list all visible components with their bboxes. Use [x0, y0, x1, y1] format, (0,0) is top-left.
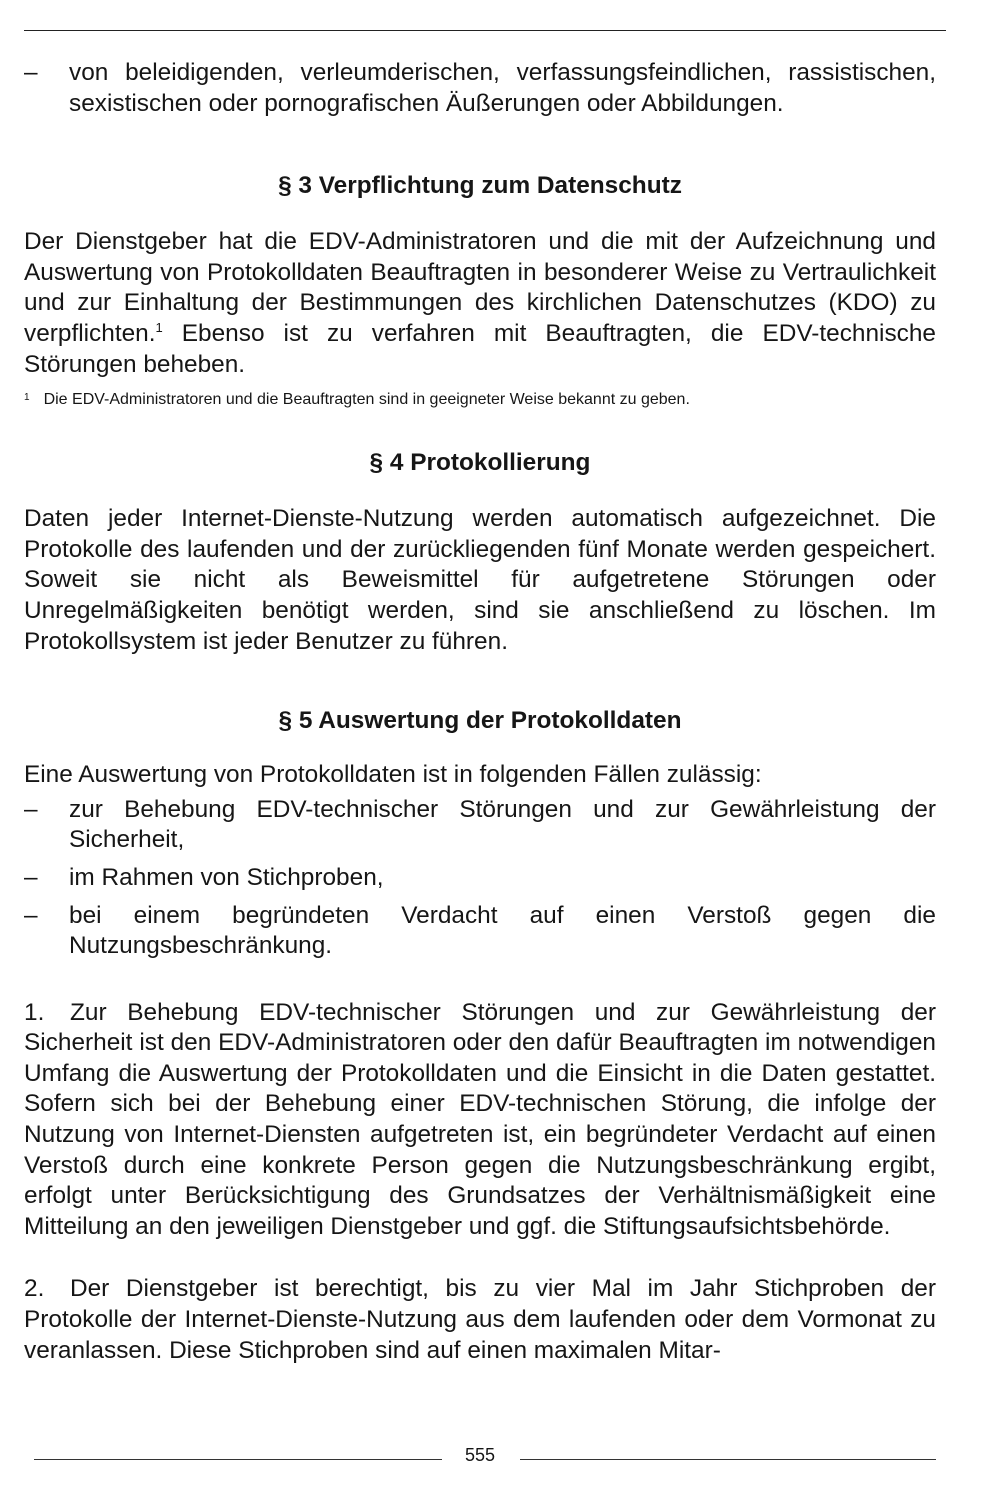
paragraph-text: Zur Behebung EDV-technischer Störungen und zur Gewährleistung der Sicherheit ist den EDV-Administratoren oder den dafür Beauftragten im notwendigen Umfang die Auswertung der Protokolldaten und die Einsicht in die Daten gestattet. Sofern sich bei der Behebung einer EDV-technischen Störung, die infolge der Nutzung von Internet-Diensten aufgetreten ist, ein begründeter Verdacht auf einen Verstoß durch eine konkrete Person gegen die Nutzungsbeschränkung ergibt, erfolgt unter Berücksichtigung des Grundsatzes der Verhältnismäßigkeit eine Mitteilung an den jeweiligen Dienstgeber und ggf. die Stiftungsaufsichtsbehörde.: [24, 998, 936, 1240]
paragraph-text: Der Dienstgeber ist berechtigt, bis zu vier Mal im Jahr Stichproben der Protokolle der Internet-Dienste-Nutzung aus dem laufenden oder dem Vormonat zu veranlassen. Diese Stichproben sind auf einen maximalen Mitar-: [24, 1275, 936, 1364]
numbered-paragraph-1: [24, 998, 936, 1243]
footnote-reference: 1: [155, 319, 163, 335]
paragraph-number: 1.: [24, 998, 45, 1026]
top-rule: [24, 30, 946, 31]
list-item: [24, 795, 936, 856]
footer-rule-right: [520, 1459, 936, 1460]
section-3-heading: § 3 Verpflichtung zum Datenschutz: [278, 172, 682, 200]
list-item: [24, 863, 936, 894]
section-4-paragraph: Daten jeder Internet-Dienste-Nutzung werden automatisch aufgezeichnet. Die Protokolle des laufenden und der zurückliegenden fünf Monate werden gespeichert. Soweit sie nicht als Beweismittel für aufgetretene Störungen oder Unregelmäßigkeiten benötigt werden, sind sie anschließend zu löschen. Im Protokollsystem ist jeder Benutzer zu führen.: [24, 505, 936, 655]
footnote: [24, 388, 936, 410]
list-dash: –: [24, 863, 38, 891]
page-footer: [24, 1445, 936, 1471]
numbered-paragraph-2: [24, 1274, 936, 1366]
list-dash: –: [24, 59, 38, 86]
list-item-text: zur Behebung EDV-technischer Störungen und zur Gewährleistung der Sicherheit,: [69, 795, 936, 854]
list-item-continued: [24, 58, 936, 119]
list-item-text: im Rahmen von Stichproben,: [69, 863, 384, 891]
list-dash: –: [24, 795, 38, 823]
section-4-heading: § 4 Protokollierung: [369, 449, 591, 477]
list-item-text: von beleidigenden, verleumderischen, verfassungsfeindlichen, rassistischen, sexistischen oder pornografischen Äußerungen oder Abbildungen.: [69, 59, 936, 117]
section-5-heading: § 5 Auswertung der Protokolldaten: [278, 707, 682, 735]
list-item-text: bei einem begründeten Verdacht auf einen Verstoß gegen die Nutzungsbeschränkung.: [69, 901, 936, 960]
footnote-text: Die EDV-Administratoren und die Beauftragten sind in geeigneter Weise bekannt zu geben.: [43, 391, 690, 409]
section-5-intro: Eine Auswertung von Protokolldaten ist in folgenden Fällen zulässig:: [24, 761, 762, 789]
section-3-text-a: Der Dienstgeber hat die EDV-Administratoren und die mit der Aufzeichnung und Auswertung von Protokolldaten Beauftragten in besonderer Weise zu Vertraulichkeit und zur Einhaltung der Bestimmungen des kirchlichen Datenschutzes (KDO) zu verpflichten.: [24, 228, 936, 347]
list-dash: –: [24, 901, 38, 929]
document-page: [24, 58, 936, 1366]
section-3-paragraph: [24, 227, 936, 380]
footnote-mark: 1: [24, 392, 30, 404]
page-number: 555: [464, 1445, 496, 1465]
list-item: [24, 901, 936, 962]
paragraph-number: 2.: [24, 1275, 45, 1303]
section-3-text-b: Ebenso ist zu verfahren mit Beauftragten, die EDV-technische Störungen beheben.: [24, 319, 936, 378]
